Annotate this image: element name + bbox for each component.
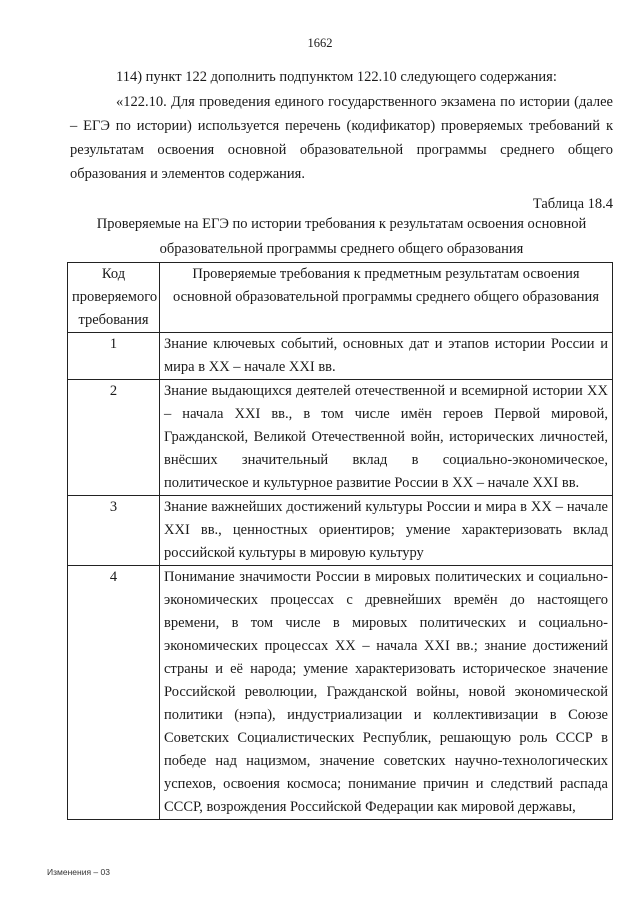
row-code: 1 (68, 333, 160, 380)
table-label: Таблица 18.4 (532, 196, 613, 212)
clause-text: «122.10. Для проведения единого государственного экзамена по истории (далее – ЕГЭ по истории) используется перечень (кодификатор) проверяемых требований к результатам освоения основной образовательной программы среднего общего образования и элементов содержания. (70, 94, 613, 182)
table-row (68, 380, 613, 496)
row-code: 2 (68, 380, 160, 496)
row-requirement: Знание ключевых событий, основных дат и этапов истории России и мира в XX – начале XXI вв. (160, 333, 613, 380)
row-code: 4 (68, 566, 160, 820)
table-row (68, 566, 613, 820)
table-title: Проверяемые на ЕГЭ по истории требования к результатам освоения основной образовательной программы среднего общего образования (96, 216, 587, 257)
table-row (68, 333, 613, 380)
table-row (68, 496, 613, 566)
requirements-table (67, 262, 613, 820)
header-code: Код проверяемого требования (68, 263, 160, 333)
row-requirement: Знание важнейших достижений культуры России и мира в XX – начале XXI вв., ценностных ориентиров; умение характеризовать вклад российской культуры в мировую культуру (160, 496, 613, 566)
table-header-row (68, 263, 613, 333)
page-number: 1662 (307, 36, 333, 50)
footer-revision: Изменения – 03 (47, 867, 110, 877)
intro-line: 114) пункт 122 дополнить подпунктом 122.10 следующего содержания: (116, 69, 557, 85)
row-code: 3 (68, 496, 160, 566)
row-requirement: Понимание значимости России в мировых политических и социально-экономических процессах с древнейших времён до настоящего времени, в том числе в мировых политических и социально-экономических процессах XX – начала XXI вв.; знание достижений страны и её народа; умение характеризовать историческое значение Российской революции, Гражданской войны, новой экономической политики (нэпа), индустриализации и коллективизации в Союзе Советских Социалистических Республик, решающую роль СССР в победе над нацизмом, значение советских научно-технологических успехов, освоения космоса; понимание причин и следствий распада СССР, возрождения Российской Федерации как мировой державы, (160, 566, 613, 820)
row-requirement: Знание выдающихся деятелей отечественной и всемирной истории XX – начала XXI вв., в том числе имён героев Первой мировой, Гражданской, Великой Отечественной войн, исторических личностей, внёсших значительный вклад в социально-экономическое, политическое и культурное развитие России в XX – начале XXI вв. (160, 380, 613, 496)
header-requirements: Проверяемые требования к предметным результатам освоения основной образовательной программы среднего общего образования (160, 263, 613, 333)
